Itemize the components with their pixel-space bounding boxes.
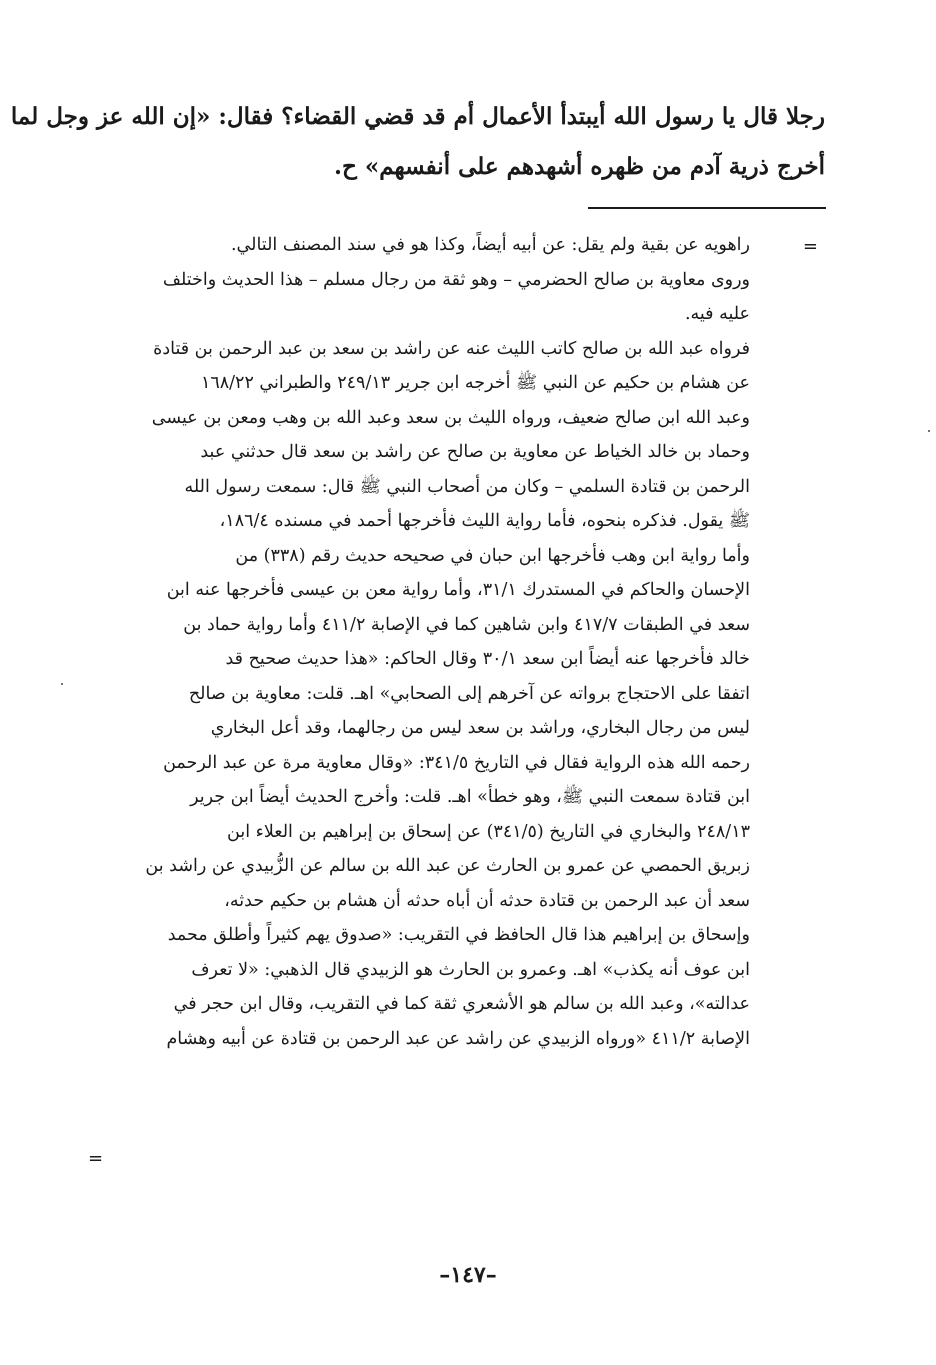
footnote-line: سعد في الطبقات ٤١٧/٧ وابن شاهين كما في الإصابة ٤١١/٢ وأما رواية حماد بن [183,614,750,635]
footnote-line: عليه فيه. [684,304,750,324]
footnote-line: ليس من رجال البخاري، وراشد بن سعد ليس من رجالهما، وقد أعل البخاري [210,718,750,738]
footnote-line: وأما رواية ابن وهب فأخرجها ابن حبان في صحيحه حديث رقم (٣٣٨) من [235,545,750,566]
footnote-line: وعبد الله ابن صالح ضعيف، ورواه الليث بن سعد وعبد الله بن وهب ومعن بن عيسى [151,407,750,428]
footnote-line: زبريق الحمصي عن عمرو بن الحارث عن عبد الله بن سالم عن الزُّبيدي عن راشد بن [145,856,750,876]
page-number: –١٤٧– [439,1262,497,1288]
footnote-line: سعد أن عبد الرحمن بن قتادة حدثه أن أباه حدثه أن هشام بن حكيم حدثه، [224,890,750,911]
footnote-line: فرواه عبد الله بن صالح كاتب الليث عنه عن راشد بن سعد بن عبد الرحمن بن قتادة [153,338,750,359]
footnote-continuation-mark-bottom: = [88,1148,104,1169]
footnote-block [110,228,750,1056]
footnote-line: خالد فأخرجها عنه أيضاً ابن سعد ٣٠/١ وقال الحاكم: «هذا حديث صحيح قد [225,649,750,669]
footnote-line: عدالته»، وعبد الله بن سالم هو الأشعري ثقة كما في التقريب، وقال ابن حجر في [173,994,750,1014]
footnote-line: اتفقا على الاحتجاج برواته عن آخرهم إلى الصحابي» اهـ. قلت: معاوية بن صالح [188,683,750,704]
footnote-line: راهويه عن بقية ولم يقل: عن أبيه أيضاً، وكذا هو في سند المصنف التالي. [230,235,750,255]
footnote-line: ابن قتادة سمعت النبي ﷺ، وهو خطأ» اهـ. قلت: وأخرج الحديث أيضاً ابن جرير [190,787,750,807]
footnote-line: عن هشام بن حكيم عن النبي ﷺ أخرجه ابن جرير ٢٤٩/١٣ والطبراني ١٦٨/٢٢ [200,373,750,393]
scan-speck [61,683,63,685]
footnote-line: ٢٤٨/١٣ والبخاري في التاريخ (٣٤١/٥) عن إسحاق بن إبراهيم بن العلاء ابن [227,821,750,842]
main-text-block [10,92,825,192]
footnote-line: الإحسان والحاكم في المستدرك ٣١/١، وأما رواية معن بن عيسى فأخرجها عنه ابن [166,580,750,600]
footnote-line: رحمه الله هذه الرواية فقال في التاريخ ٣٤١/٥: «وقال معاوية مرة عن عبد الرحمن [163,752,750,773]
main-text-line: رجلا قال يا رسول الله أيبتدأ الأعمال أم قد قضي القضاء؟ فقال: «إن الله عز وجل لما [10,103,825,130]
footnote-continuation-mark-top: = [802,236,818,257]
footnote-line: ابن عوف أنه يكذب» اهـ. وعمرو بن الحارث هو الزبيدي قال الذهبي: «لا تعرف [191,959,750,980]
scan-speck [928,430,930,432]
footnote-line: الإصابة ٤١١/٢ «ورواه الزبيدي عن راشد عن عبد الرحمن بن قتادة عن أبيه وهشام [166,1028,750,1049]
footnote-line: وإسحاق بن إبراهيم هذا قال الحافظ في التقريب: «صدوق يهم كثيراً وأطلق محمد [167,925,750,945]
footnote-separator-rule [588,207,826,209]
main-text-line: أخرج ذرية آدم من ظهره أشهدهم على أنفسهم» ح. [334,153,825,180]
footnote-line: الرحمن بن قتادة السلمي – وكان من أصحاب النبي ﷺ قال: سمعت رسول الله [184,476,750,497]
footnote-line: ﷺ يقول. فذكره بنحوه، فأما رواية الليث فأخرجها أحمد في مسنده ١٨٦/٤، [219,511,750,531]
footnote-line: وروى معاوية بن صالح الحضرمي – وهو ثقة من رجال مسلم – هذا الحديث واختلف [162,269,750,290]
footnote-line: وحماد بن خالد الخياط عن معاوية بن صالح عن راشد بن سعد قال حدثني عبد [200,442,750,462]
